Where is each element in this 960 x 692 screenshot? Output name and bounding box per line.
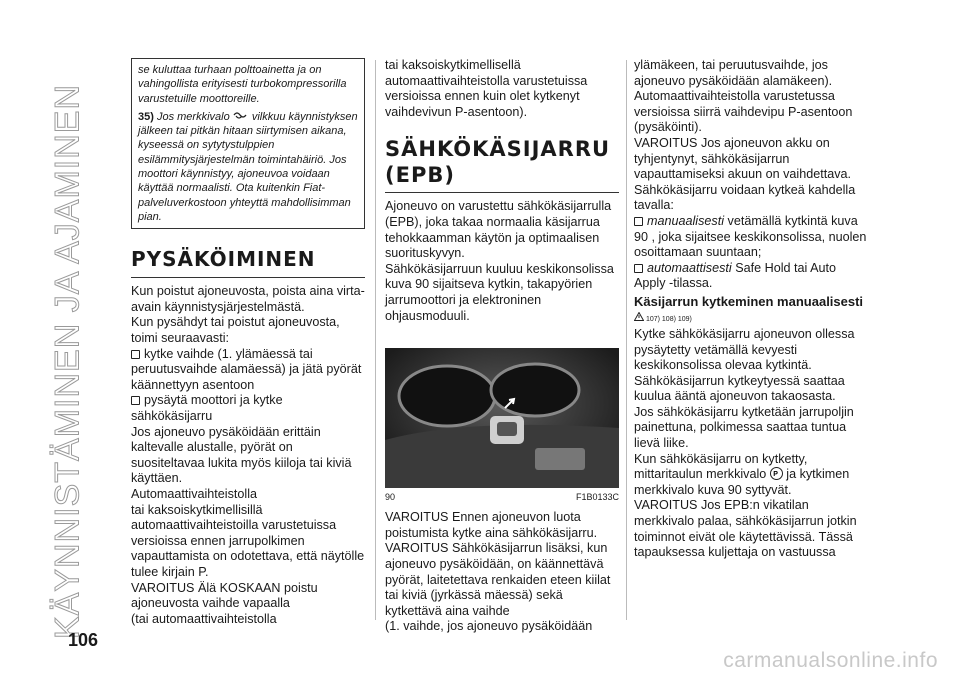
paragraph: VAROITUS Ennen ajoneuvon luota poistumista kytke aina sähkökäsijarru. <box>385 510 598 540</box>
bullet-item <box>634 261 868 292</box>
paragraph: tai kaksoiskytkimellisellä automaattivaihteistolla varustetuissa versioissa ennen kuin olet kytkenyt vaihdevivun P-asentoon). <box>385 58 588 119</box>
bullet-text: kytke vaihde (1. ylämäessä tai peruutusvaihde alamäessä) ja jätä pyörät käännettyyn asentoon <box>131 346 362 392</box>
paragraph: (1. vaihde, jos ajoneuvo pysäköidään <box>385 619 593 634</box>
paragraph: Sähkökäsijarrun kytkeytyessä saattaa kuulua ääntä ajoneuvon takaosasta. <box>634 373 845 404</box>
note-intro: se kuluttaa turhaan polttoainetta ja on vahingollista erityisesti turbokompressorilla varustetuille moottoreille. <box>138 64 347 105</box>
watermark: carmanualsonline.info <box>723 649 938 672</box>
column-divider <box>626 60 627 620</box>
paragraph: Jos ajoneuvo pysäköidään erittäin kaltevalle alustalle, pyörät on suositeltavaa lukita myös kiiloja tai kiviä käyttäen. <box>131 424 352 486</box>
brake-warning-icon <box>770 467 783 480</box>
bullet-icon <box>634 264 643 273</box>
warning-refs <box>634 312 868 323</box>
paragraph: Ajoneuvo on varustettu sähkökäsijarrulla (EPB), joka takaa normaalia käsijarrua tehokkaamman käytön ja optimaalisen suorituskyvyn. <box>385 199 612 261</box>
column-3 <box>634 58 868 561</box>
section-heading: PYSÄKÖIMINEN <box>131 245 365 278</box>
page-number: 106 <box>68 630 99 650</box>
bullet-text: vetämällä kytkintä kuva 90 , joka sijaitsee keskikonsolissa, nuolen osoittamaan suuntaan; <box>634 213 867 260</box>
bullet-item <box>634 214 868 261</box>
subheading: Käsijarrun kytkeminen manuaalisesti <box>634 293 864 309</box>
paragraph: Automaattivaihteistolla <box>131 486 258 501</box>
paragraph: Kun pysähdyt tai poistut ajoneuvosta, toimi seuraavasti: <box>131 315 340 346</box>
bullet-italic: manuaalisesti <box>647 213 725 228</box>
figure-number: 90 <box>385 492 396 503</box>
column-1 <box>131 58 365 627</box>
note-text-a: Jos merkkivalo <box>156 110 230 123</box>
bullet-text: Safe Hold tai Auto Apply -tilassa. <box>634 260 837 291</box>
bullet-icon <box>131 396 140 405</box>
bullet-item <box>131 347 365 394</box>
paragraph-part: Kun sähkökäsijarru on kytketty, mittaritaulun merkkivalo <box>634 451 808 482</box>
paragraph: VAROITUS Jos EPB:n vikatilan merkkivalo palaa, sähkökäsijarrun jotkin toiminnot eivät ole käytettävissä. Tässä tapauksessa kuljettaja on vastuussa <box>634 498 857 560</box>
body-text <box>131 284 365 627</box>
bullet-icon <box>131 350 140 359</box>
paragraph: Sähkökäsijarru voidaan kytkeä kahdella tavalla: <box>634 182 856 213</box>
column-2 <box>385 58 619 635</box>
paragraph: ylämäkeen, tai peruutusvaihde, jos ajoneuvo pysäköidään alamäkeen). <box>634 58 833 88</box>
paragraph <box>634 452 868 499</box>
paragraph: Jos sähkökäsijarru kytketään jarrupoljin painettuna, polkimessa saattaa tuntua lievä liike. <box>634 404 854 451</box>
paragraph: Kytke sähkökäsijarru ajoneuvon ollessa pysäytetty vetämällä kevyesti keskikonsolissa olevaa kytkintä. <box>634 326 855 373</box>
note-text-b: vilkkuu käynnistyksen jälkeen tai pitkän hitaan siirtymisen aikana, kyseessä on sytytystulppien esilämmitysjärjestelmän toimintahäiriö. Jos moottori käynnistyy, ajoneuvoa voidaan käyttää normaalisti. Ota kuitenkin Fiat-palveluverkostoon yhteyttä mahdollisimman pian. <box>138 110 358 223</box>
svg-text:P: P <box>773 471 778 479</box>
section-heading: SÄHKÖKÄSIJARRU (EPB) <box>385 136 619 193</box>
bullet-text: pysäytä moottori ja kytke sähkökäsijarru <box>131 393 283 424</box>
note-box <box>131 58 365 229</box>
paragraph: tai kaksoiskytkimellisillä automaattivaihteistoilla varustetuissa versioissa ennen jarrupolkimen vapauttamista on odotettava, että näytölle tulee kirjain P. <box>131 502 365 579</box>
bullet-icon <box>634 217 643 226</box>
paragraph: (tai automaattivaihteistolla <box>131 611 277 626</box>
paragraph: VAROITUS Älä KOSKAAN poistu ajoneuvosta vaihde vapaalla <box>131 580 318 611</box>
bullet-italic: automaattisesti <box>647 260 732 275</box>
paragraph: Kun poistut ajoneuvosta, poista aina virta-avain käynnistysjärjestelmästä. <box>131 284 365 314</box>
console-photo <box>385 348 619 488</box>
column-divider <box>375 60 376 620</box>
bullet-item <box>131 393 365 424</box>
figure-caption <box>385 492 619 502</box>
paragraph: Automaattivaihteistolla varustetussa versioissa siirrä vaihdevipu P-asentoon (pysäköinti). <box>634 89 853 135</box>
figure-code: F1B0133C <box>575 492 619 503</box>
paragraph: VAROITUS Sähkökäsijarrun lisäksi, kun ajoneuvo pysäköidään, on käännettävä pyörät, laitetettava renkaiden eteen kiilat tai kiviä (jyrkässä mäessä) sekä kytkettävä aina vaihde <box>385 541 611 618</box>
reference-numbers: 107) 108) 109) <box>645 315 692 323</box>
paragraph-part: ja kytkimen merkkivalo kuva 90 syttyvät. <box>634 467 850 497</box>
note-number: 35) <box>138 110 154 123</box>
chapter-title: KÄYNNISTÄMINEN JA AJAMINEN <box>48 84 87 639</box>
paragraph: Sähkökäsijarruun kuuluu keskikonsolissa kuva 90 sijaitseva kytkin, takapyörien jarrumoottori ja elektroninen ohjausmoduuli. <box>385 261 614 323</box>
paragraph: VAROITUS Jos ajoneuvon akku on tyhjentynyt, sähkökäsijarrun vapauttamiseksi akuun on vaihdettava. <box>634 135 852 182</box>
glow-plug-icon <box>233 111 252 123</box>
warning-icon <box>634 312 644 321</box>
